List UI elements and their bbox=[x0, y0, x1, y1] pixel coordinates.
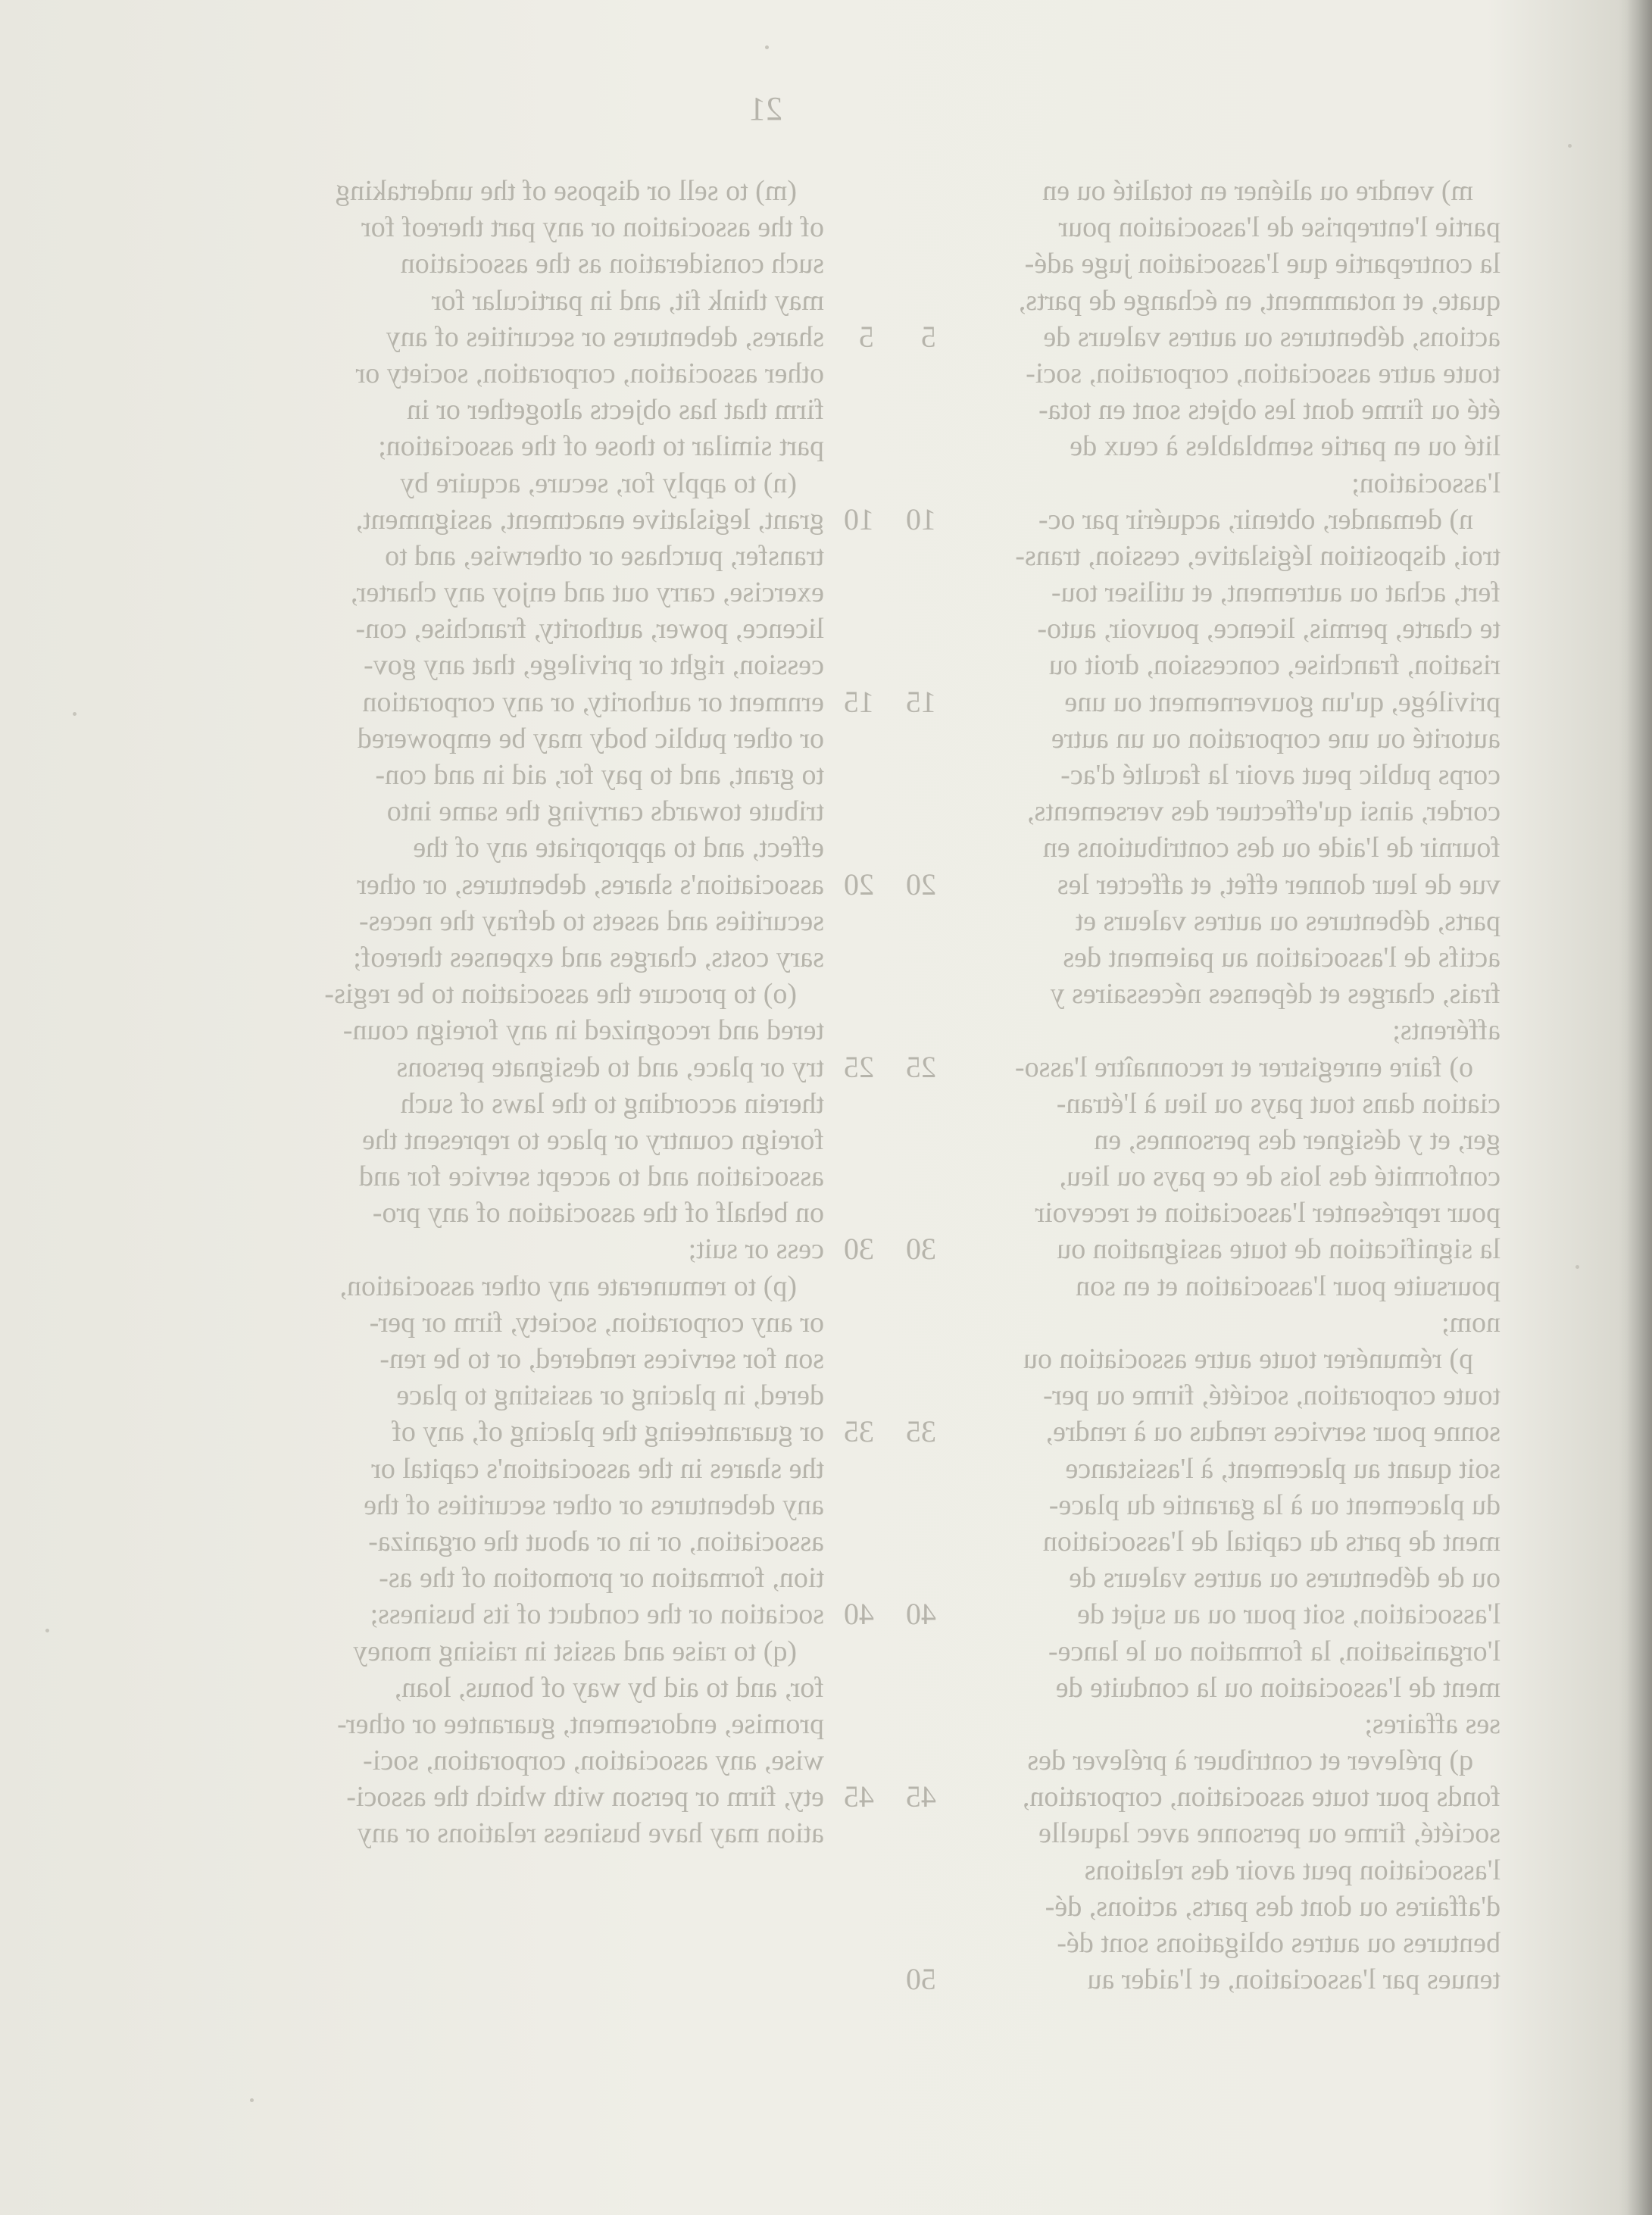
line-text: fournir de l'aide ou des contributions en bbox=[1042, 832, 1501, 864]
french-line bbox=[906, 867, 1501, 903]
line-text: soit quant au placement, à l'assistance bbox=[1065, 1452, 1501, 1485]
line-text: association, or in or about the organiza- bbox=[368, 1525, 824, 1557]
french-line bbox=[963, 209, 1501, 245]
english-line bbox=[286, 392, 824, 428]
line-text: securities and assets to defray the neces- bbox=[358, 904, 824, 937]
line-text: tribute towards carrying the same into bbox=[386, 795, 824, 828]
english-line bbox=[286, 720, 824, 757]
french-line bbox=[963, 1633, 1501, 1670]
line-text: du placement ou à la garantie du place- bbox=[1048, 1489, 1501, 1521]
french-line bbox=[963, 1158, 1501, 1195]
line-text: sonne pour services rendus ou à rendre, bbox=[1045, 1416, 1501, 1448]
line-text: ses affaires; bbox=[1364, 1707, 1501, 1740]
french-line bbox=[906, 1049, 1501, 1086]
line-number: 10 bbox=[906, 501, 936, 536]
english-line bbox=[286, 684, 874, 720]
line-number: 30 bbox=[906, 1232, 936, 1267]
line-text: sociation or the conduct of its business; bbox=[370, 1598, 824, 1631]
line-text: to grant, and to pay for, aid in and con- bbox=[375, 759, 824, 791]
line-text: (p) to remunerate any other association, bbox=[339, 1270, 797, 1302]
english-column bbox=[286, 173, 874, 1852]
french-line bbox=[963, 1377, 1501, 1414]
english-line bbox=[286, 1195, 824, 1231]
line-text: association's shares, debentures, or other bbox=[357, 868, 824, 901]
english-line bbox=[286, 1049, 874, 1086]
english-line bbox=[286, 283, 824, 319]
french-line bbox=[963, 1304, 1501, 1341]
french-line bbox=[906, 1414, 1501, 1450]
line-text: effect, and to appropriate any of the bbox=[413, 832, 824, 864]
line-text: parts, débentures ou autres valeurs et bbox=[1075, 904, 1501, 937]
line-text: wise, any association, corporation, soci- bbox=[363, 1745, 824, 1777]
line-text: sary costs, charges and expenses thereof; bbox=[353, 941, 824, 973]
english-line bbox=[286, 757, 824, 793]
line-number: 50 bbox=[906, 1962, 936, 1997]
line-text: actifs de l'association au paiement des bbox=[1063, 941, 1501, 973]
line-text: bentures ou autres obligations sont dé- bbox=[1057, 1927, 1501, 1959]
french-line bbox=[963, 1815, 1501, 1851]
english-line bbox=[286, 647, 824, 683]
line-text: may think fit, and in particular for bbox=[431, 284, 824, 317]
english-line bbox=[286, 1341, 824, 1377]
french-line bbox=[906, 1231, 1501, 1267]
line-text: frais, charges et dépenses nécessaires y bbox=[1050, 978, 1501, 1011]
french-line bbox=[963, 793, 1501, 829]
line-text: ger, et y désigner des personnes, en bbox=[1094, 1123, 1501, 1156]
line-text: or guaranteeing the placing of, any of bbox=[392, 1416, 824, 1448]
french-line bbox=[906, 684, 1501, 720]
paper-speck bbox=[765, 45, 769, 49]
english-line bbox=[286, 574, 824, 611]
french-line bbox=[963, 647, 1501, 683]
english-line bbox=[286, 1815, 824, 1851]
line-number: 35 bbox=[844, 1414, 874, 1449]
english-line bbox=[286, 1122, 824, 1158]
line-text: (n) to apply for, secure, acquire by bbox=[400, 467, 797, 499]
line-text: any debentures or other securities of the bbox=[364, 1489, 824, 1521]
line-text: la contrepartie que l'association juge adé- bbox=[1024, 248, 1501, 280]
line-text: the shares in the association's capital or bbox=[371, 1452, 824, 1485]
english-line bbox=[286, 1158, 824, 1195]
line-text: cess or suit; bbox=[688, 1233, 824, 1266]
line-text: exercise, carry out and enjoy any charter, bbox=[350, 576, 824, 609]
line-text: q) prélever et contribuer à prélever des bbox=[1027, 1745, 1473, 1777]
french-line bbox=[963, 829, 1501, 866]
page-number: 21 bbox=[749, 90, 782, 127]
english-line bbox=[286, 1523, 824, 1560]
line-text: lité ou en partie semblables à ceux de bbox=[1070, 430, 1501, 463]
french-line bbox=[963, 1451, 1501, 1487]
line-text: other association, corporation, society or bbox=[355, 357, 824, 389]
line-text: quate, et notamment, en échange de parts, bbox=[1018, 284, 1501, 317]
line-text: (q) to raise and assist in raising money bbox=[353, 1635, 797, 1667]
line-text: pour représenter l'association et recevoir bbox=[1035, 1197, 1501, 1229]
line-text: promise, endorsement, guarantee or other- bbox=[337, 1707, 824, 1740]
french-line bbox=[963, 1560, 1501, 1596]
french-line bbox=[963, 903, 1501, 939]
line-text: l'association, soit pour ou au sujet de bbox=[1077, 1598, 1501, 1631]
line-text: tion, formation or promotion of the as- bbox=[379, 1562, 824, 1595]
english-line bbox=[286, 1304, 824, 1341]
line-text: of the association or any part thereof for bbox=[361, 211, 824, 244]
line-text: partie l'entreprise de l'association pour bbox=[1058, 211, 1501, 244]
line-number: 30 bbox=[844, 1232, 874, 1267]
french-line bbox=[963, 1852, 1501, 1889]
line-text: licence, power, authority, franchise, con- bbox=[355, 613, 824, 645]
english-line bbox=[286, 611, 824, 647]
line-text: association and to accept service for and bbox=[358, 1161, 824, 1193]
line-text: ciation dans tout pays ou lieu à l'étran- bbox=[1056, 1087, 1501, 1120]
line-number: 40 bbox=[906, 1597, 936, 1632]
english-line bbox=[286, 1670, 824, 1706]
line-text: autorité ou une corporation ou un autre bbox=[1051, 722, 1501, 754]
line-text: on behalf of the association of any pro- bbox=[372, 1197, 824, 1229]
line-text: l'association peut avoir des relations bbox=[1084, 1854, 1501, 1886]
line-number: 45 bbox=[906, 1779, 936, 1814]
line-text: conformité des lois de ce pays ou lieu, bbox=[1059, 1161, 1501, 1193]
line-text: la signification de toute assignation ou bbox=[1057, 1233, 1501, 1266]
french-line bbox=[963, 1889, 1501, 1925]
line-text: (m) to sell or dispose of the undertaking bbox=[336, 175, 797, 207]
line-text: l'organisation, la formation ou le lance- bbox=[1048, 1635, 1501, 1667]
line-text: privilège, qu'un gouvernement ou une bbox=[1064, 686, 1501, 718]
english-line bbox=[286, 355, 824, 392]
english-line bbox=[286, 173, 824, 209]
line-number: 25 bbox=[844, 1049, 874, 1084]
line-text: te charte, permis, licence, pouvoir, auto- bbox=[1037, 613, 1501, 645]
paper-speck bbox=[1568, 144, 1572, 148]
line-text: poursuite pour l'association et en son bbox=[1076, 1270, 1501, 1302]
english-line bbox=[286, 1596, 874, 1632]
paper-speck bbox=[73, 712, 77, 716]
line-text: troi, disposition législative, cession, trans- bbox=[1015, 539, 1501, 572]
line-text: d'affaires ou dont des parts, actions, dé- bbox=[1045, 1890, 1501, 1923]
french-line bbox=[963, 1670, 1501, 1706]
line-text: tenues par l'association, et l'aider au bbox=[1087, 1964, 1501, 1996]
english-line bbox=[286, 1779, 874, 1815]
line-text: tered and recognized in any foreign coun- bbox=[342, 1014, 824, 1047]
french-line bbox=[906, 1779, 1501, 1815]
french-line bbox=[963, 1341, 1501, 1377]
english-line bbox=[286, 1451, 824, 1487]
english-line bbox=[286, 465, 824, 501]
line-text: such consideration as the association bbox=[400, 248, 824, 280]
english-line bbox=[286, 1414, 874, 1450]
line-number: 5 bbox=[921, 319, 936, 354]
french-line bbox=[963, 392, 1501, 428]
english-line bbox=[286, 1560, 824, 1596]
french-line bbox=[963, 611, 1501, 647]
english-line bbox=[286, 319, 874, 355]
french-line bbox=[963, 1195, 1501, 1231]
french-line bbox=[963, 574, 1501, 611]
line-text: p) rémunérer toute autre association ou bbox=[1023, 1343, 1473, 1375]
line-text: toute corporation, société, firme ou per- bbox=[1043, 1379, 1501, 1412]
line-text: risation, franchise, concession, droit ou bbox=[1048, 649, 1501, 682]
line-text: therein according to the laws of such bbox=[400, 1087, 824, 1120]
english-line bbox=[286, 1377, 824, 1414]
french-line bbox=[906, 1961, 1501, 1998]
french-line bbox=[963, 1742, 1501, 1779]
line-text: or other public body may be empowered bbox=[357, 722, 824, 754]
english-line bbox=[286, 939, 824, 976]
french-line bbox=[963, 939, 1501, 976]
line-text: firm that has objects altogether or in bbox=[407, 394, 824, 426]
line-text: l'association; bbox=[1351, 467, 1501, 499]
paper-speck bbox=[1575, 1265, 1579, 1269]
line-text: vue de leur donner effet, et affecter les bbox=[1057, 868, 1501, 901]
line-text: dered, in placing or assisting to place bbox=[396, 1379, 824, 1412]
french-line bbox=[963, 1487, 1501, 1523]
line-text: fert, achat ou autrement, et utiliser tou- bbox=[1051, 576, 1501, 609]
french-line bbox=[963, 283, 1501, 319]
line-text: n) demander, obtenir, acquérir par oc- bbox=[1038, 503, 1473, 536]
line-text: ation may have business relations or any bbox=[357, 1817, 824, 1850]
line-text: m) vendre ou aliéner en totalité ou en bbox=[1042, 175, 1473, 207]
french-line bbox=[963, 173, 1501, 209]
french-line bbox=[963, 976, 1501, 1012]
english-line bbox=[286, 538, 824, 574]
paper-speck bbox=[250, 2098, 254, 2102]
french-column bbox=[906, 173, 1501, 1998]
line-number: 20 bbox=[844, 867, 874, 901]
paper-speck bbox=[45, 1629, 49, 1632]
french-line bbox=[963, 428, 1501, 464]
line-text: grant, legislative enactment, assignment, bbox=[355, 503, 824, 536]
line-text: foreign country or place to represent the bbox=[362, 1123, 824, 1156]
line-number: 45 bbox=[844, 1779, 874, 1814]
english-line bbox=[286, 209, 824, 245]
line-text: (o) to procure the association to be regis- bbox=[324, 978, 797, 1011]
line-number: 35 bbox=[906, 1414, 936, 1449]
french-line bbox=[921, 319, 1501, 355]
french-line bbox=[963, 1012, 1501, 1048]
line-text: or any corporation, society, firm or per- bbox=[369, 1306, 824, 1339]
line-text: for, and to aid by way of bonus, loan, bbox=[394, 1671, 824, 1704]
french-line bbox=[963, 720, 1501, 757]
line-number: 15 bbox=[844, 684, 874, 719]
english-line bbox=[286, 1012, 824, 1048]
line-text: corps public peut avoir la faculté d'ac- bbox=[1060, 759, 1501, 791]
english-line bbox=[286, 1487, 824, 1523]
english-line bbox=[286, 1268, 824, 1304]
french-line bbox=[963, 1523, 1501, 1560]
line-number: 20 bbox=[906, 867, 936, 901]
line-text: fonds pour toute association, corporation, bbox=[1022, 1781, 1501, 1814]
french-line bbox=[963, 1925, 1501, 1961]
line-text: toute autre association, corporation, soci- bbox=[1026, 357, 1501, 389]
line-text: o) faire enregistrer et reconnaître l'asso- bbox=[1014, 1051, 1473, 1083]
line-text: try or place, and to designate persons bbox=[396, 1051, 824, 1083]
french-line bbox=[963, 1706, 1501, 1742]
line-number: 10 bbox=[844, 501, 874, 536]
english-line bbox=[286, 903, 824, 939]
english-line bbox=[286, 1086, 824, 1122]
line-text: ou de débentures ou autres valeurs de bbox=[1069, 1562, 1501, 1595]
english-line bbox=[286, 1633, 824, 1670]
english-line bbox=[286, 829, 824, 866]
line-text: ety, firm or person with which the associ- bbox=[346, 1781, 824, 1814]
english-line bbox=[286, 1231, 874, 1267]
french-line bbox=[963, 1086, 1501, 1122]
line-text: ment de l'association ou la conduite de bbox=[1055, 1671, 1501, 1704]
line-text: ernment or authority, or any corporation bbox=[362, 686, 824, 718]
line-text: transfer, purchase or otherwise, and to bbox=[385, 539, 824, 572]
english-line bbox=[286, 793, 824, 829]
english-line bbox=[286, 1742, 824, 1779]
french-line bbox=[963, 355, 1501, 392]
line-number: 15 bbox=[906, 684, 936, 719]
line-text: corder, ainsi qu'effectuer des versements, bbox=[1026, 795, 1501, 828]
english-line bbox=[286, 1706, 824, 1742]
french-line bbox=[963, 465, 1501, 501]
french-line bbox=[963, 757, 1501, 793]
english-line bbox=[286, 501, 874, 538]
line-number: 40 bbox=[844, 1597, 874, 1632]
line-text: ment de parts du capital de l'association bbox=[1042, 1525, 1501, 1557]
line-text: société, firme ou personne avec laquelle bbox=[1038, 1817, 1501, 1850]
english-line bbox=[286, 428, 824, 464]
french-line bbox=[963, 1122, 1501, 1158]
english-line bbox=[286, 245, 824, 282]
line-text: actions, débentures ou autres valeurs de bbox=[1043, 320, 1501, 353]
french-line bbox=[963, 245, 1501, 282]
line-text: shares, debentures or securities of any bbox=[386, 320, 824, 353]
french-line bbox=[906, 501, 1501, 538]
line-number: 25 bbox=[906, 1049, 936, 1084]
english-line bbox=[286, 867, 874, 903]
line-text: afférents; bbox=[1392, 1014, 1501, 1047]
line-text: nom; bbox=[1441, 1306, 1501, 1339]
line-text: part similar to those of the association; bbox=[378, 430, 824, 463]
line-text: cession, right or privilege, that any gov- bbox=[364, 649, 824, 682]
line-text: été ou firme dont les objets sont en tota- bbox=[1038, 394, 1501, 426]
english-line bbox=[286, 976, 824, 1012]
french-line bbox=[963, 1268, 1501, 1304]
line-text: son for services rendered, or to be ren- bbox=[379, 1343, 824, 1375]
line-number: 5 bbox=[859, 319, 874, 354]
french-line bbox=[906, 1596, 1501, 1632]
french-line bbox=[963, 538, 1501, 574]
